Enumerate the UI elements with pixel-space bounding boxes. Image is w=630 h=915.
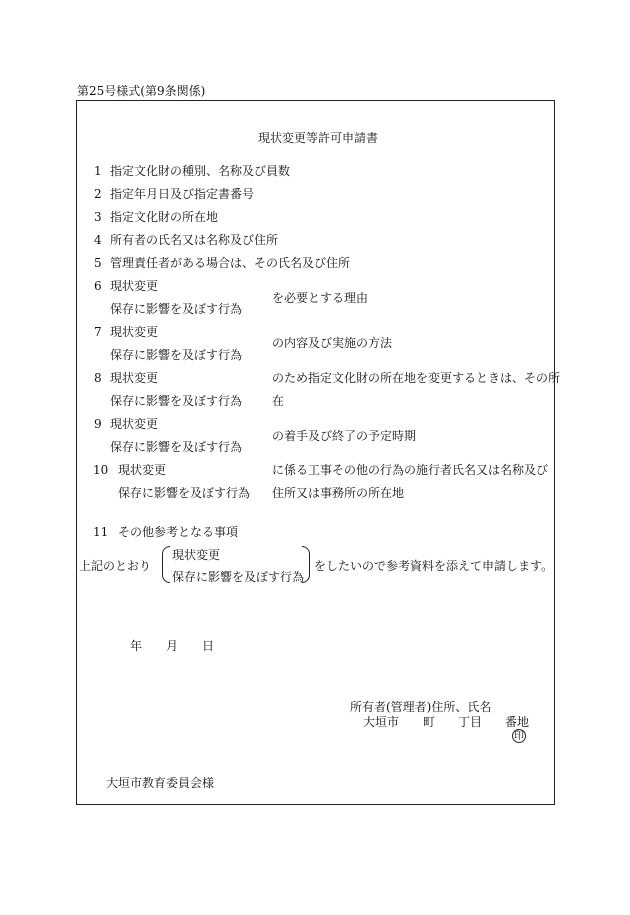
item-1-number: 1 — [94, 164, 102, 178]
item-6-line1: 現状変更 — [110, 279, 159, 293]
item-8-line1: 現状変更 — [110, 371, 159, 385]
item-4-number: 4 — [94, 233, 102, 247]
applicant-chome: 丁目 — [458, 715, 483, 729]
item-6-line2: 保存に影響を及ぼす行為 — [110, 302, 243, 316]
item-8-right-cont: 在 — [272, 394, 285, 408]
applicant-banchi: 番地 — [505, 715, 530, 729]
item-10-right-cont: 住所又は事務所の所在地 — [272, 486, 405, 500]
request-option-1: 現状変更 — [172, 548, 221, 562]
item-10-number: 10 — [93, 463, 109, 477]
item-5-text: 管理責任者がある場合は、その氏名及び住所 — [110, 256, 351, 270]
item-1-text: 指定文化財の種別、名称及び員数 — [110, 164, 291, 178]
item-9-number: 9 — [94, 417, 102, 431]
item-9-line2: 保存に影響を及ぼす行為 — [110, 440, 243, 454]
item-5-number: 5 — [94, 256, 102, 270]
item-4-text: 所有者の氏名又は名称及び住所 — [110, 233, 279, 247]
right-brace — [302, 546, 310, 583]
item-10-right: に係る工事その他の行為の施行者氏名又は名称及び — [272, 463, 549, 477]
applicant-town: 町 — [423, 715, 436, 729]
item-9-line1: 現状変更 — [110, 417, 159, 431]
date-day: 日 — [202, 639, 215, 653]
item-7-line2: 保存に影響を及ぼす行為 — [110, 348, 243, 362]
left-brace — [162, 546, 170, 583]
item-2-text: 指定年月日及び指定書番号 — [110, 187, 255, 201]
item-7-number: 7 — [94, 325, 102, 339]
item-7-line1: 現状変更 — [110, 325, 159, 339]
request-option-2: 保存に影響を及ぼす行為 — [172, 570, 305, 584]
item-6-right: を必要とする理由 — [272, 291, 369, 305]
applicant-label: 所有者(管理者)住所、氏名 — [350, 700, 492, 714]
item-11-number: 11 — [93, 525, 109, 539]
item-6-number: 6 — [94, 279, 102, 293]
item-3-text: 指定文化財の所在地 — [110, 210, 219, 224]
item-9-right: の着手及び終了の予定時期 — [272, 429, 417, 443]
item-10-line2: 保存に影響を及ぼす行為 — [118, 486, 251, 500]
date-month: 月 — [166, 639, 179, 653]
seal-mark: 印 — [514, 731, 524, 742]
item-8-number: 8 — [94, 371, 102, 385]
request-prefix: 上記のとおり — [79, 559, 152, 573]
item-8-right: のため指定文化財の所在地を変更するときは、その所 — [272, 371, 561, 385]
date-year: 年 — [130, 639, 143, 653]
item-10-line1: 現状変更 — [118, 463, 167, 477]
item-8-line2: 保存に影響を及ぼす行為 — [110, 394, 243, 408]
item-3-number: 3 — [94, 210, 102, 224]
form-title: 現状変更等許可申請書 — [258, 131, 379, 145]
addressee: 大垣市教育委員会様 — [106, 776, 215, 790]
request-suffix: をしたいので参考資料を添えて申請します。 — [314, 559, 554, 573]
item-11-text: その他参考となる事項 — [118, 525, 239, 539]
item-2-number: 2 — [94, 187, 102, 201]
item-7-right: の内容及び実施の方法 — [272, 336, 393, 350]
applicant-city: 大垣市 — [363, 715, 400, 729]
form-header-label: 第25号様式(第9条関係) — [77, 84, 206, 98]
